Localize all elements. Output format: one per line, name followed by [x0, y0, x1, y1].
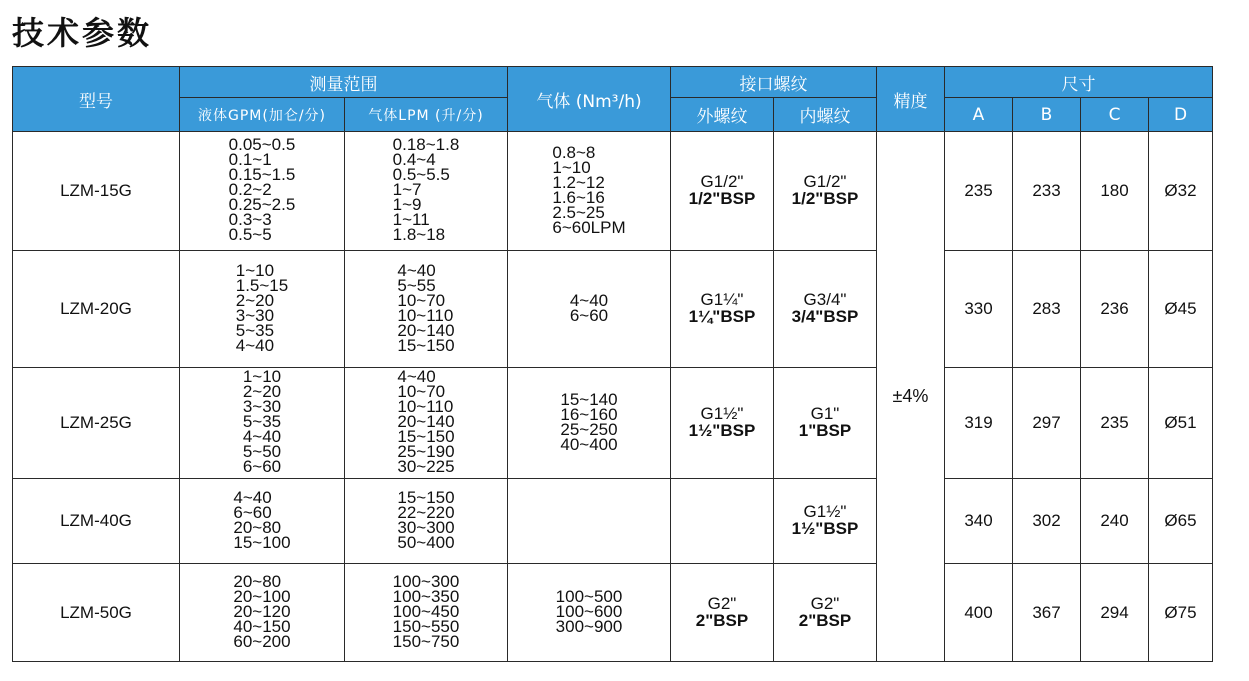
header-model: 型号: [13, 67, 180, 132]
header-range: 测量范围: [180, 67, 508, 98]
value-line: 100~350: [392, 586, 460, 606]
value-line: 10~70: [397, 382, 446, 401]
value-line: 15~150: [397, 335, 455, 355]
value-line: 20~80: [233, 571, 282, 591]
inner-thread-cell: [774, 251, 877, 368]
value-line: 50~400: [397, 532, 455, 552]
value-line: 1~10: [552, 157, 591, 177]
value-line: 30~225: [397, 457, 455, 476]
page-title: 技术参数: [12, 14, 153, 52]
model-cell: LZM-25G: [13, 368, 180, 479]
value-line: 15~100: [233, 532, 291, 552]
liquid-range-cell: [180, 479, 345, 564]
header-size-a: A: [945, 98, 1013, 132]
outer-thread-cell: [671, 251, 774, 368]
value-line: 300~900: [555, 616, 623, 636]
value-line: 1~11: [392, 210, 430, 229]
value-line: 25~250: [560, 419, 618, 439]
header-liquid-gpm: 液体GPM(加仑/分): [180, 98, 345, 132]
size-c-cell: 236: [1081, 251, 1149, 368]
value-line: 0.4~4: [392, 150, 436, 169]
value-line: 4~40: [397, 260, 436, 280]
value-line: 20~80: [233, 517, 282, 537]
value-line: 1¼"BSP: [688, 307, 756, 326]
value-line: G2": [810, 593, 840, 613]
table-row: [13, 564, 1213, 662]
value-line: 5~50: [242, 442, 282, 461]
header-size: 尺寸: [945, 67, 1213, 98]
value-line: 0.2~2: [228, 180, 272, 199]
value-line: 1/2"BSP: [791, 189, 859, 208]
value-line: 25~190: [397, 442, 455, 461]
value-line: 1"BSP: [798, 421, 852, 440]
gas-nm3-range-cell: [508, 132, 671, 251]
value-line: 2~20: [235, 290, 275, 310]
value-line: 10~110: [397, 305, 454, 325]
value-line: 16~160: [560, 404, 618, 424]
header-accuracy: 精度: [877, 67, 945, 132]
size-a-cell: 400: [945, 564, 1013, 662]
header-gas-nm3: 气体 (Nm³/h): [508, 67, 671, 132]
value-line: 2.5~25: [552, 202, 605, 222]
value-line: 4~40: [235, 335, 275, 355]
spec-table: [12, 66, 1213, 662]
liquid-range-cell: [180, 132, 345, 251]
table-row: [13, 251, 1213, 368]
inner-thread-cell: [774, 564, 877, 662]
size-b-cell: 367: [1013, 564, 1081, 662]
value-line: 0.8~8: [552, 142, 596, 162]
value-line: 0.25~2.5: [228, 195, 296, 214]
value-line: 10~70: [397, 290, 446, 310]
gas-lpm-range-cell: [345, 251, 508, 368]
size-b-cell: 283: [1013, 251, 1081, 368]
value-line: 2"BSP: [695, 610, 749, 630]
value-line: 22~220: [397, 502, 455, 522]
value-line: 0.1~1: [228, 150, 272, 169]
gas-nm3-range-cell: [508, 368, 671, 479]
value-line: 6~60: [569, 305, 609, 325]
value-line: G1½": [803, 502, 847, 521]
header-inner-thread: 内螺纹: [774, 98, 877, 132]
value-line: G3/4": [803, 290, 847, 309]
value-line: 15~150: [397, 487, 455, 507]
value-line: 1~7: [392, 180, 422, 199]
gas-nm3-range-cell: [508, 564, 671, 662]
header-size-d: D: [1149, 98, 1213, 132]
value-line: 100~300: [392, 571, 460, 591]
value-line: 1~10: [242, 367, 282, 386]
size-d-cell: Ø32: [1149, 132, 1213, 251]
value-line: 1/2"BSP: [688, 189, 756, 208]
value-line: 1.6~16: [552, 187, 605, 207]
value-line: 150~750: [392, 631, 460, 651]
value-line: 1½"BSP: [791, 519, 859, 538]
value-line: 1~9: [392, 195, 422, 214]
value-line: 60~200: [233, 631, 291, 651]
value-line: 6~60: [233, 502, 272, 522]
size-a-cell: 319: [945, 368, 1013, 479]
header-interface: 接口螺纹: [671, 67, 877, 98]
size-d-cell: Ø75: [1149, 564, 1213, 662]
value-line: G1¼": [700, 290, 744, 309]
inner-thread-cell: [774, 132, 877, 251]
model-cell: LZM-20G: [13, 251, 180, 368]
value-line: 4~40: [397, 367, 436, 386]
outer-thread-cell: [671, 132, 774, 251]
value-line: 1½"BSP: [688, 421, 756, 440]
size-c-cell: 235: [1081, 368, 1149, 479]
value-line: 2~20: [242, 382, 282, 401]
model-cell: LZM-40G: [13, 479, 180, 564]
header-size-b: B: [1013, 98, 1081, 132]
value-line: 3~30: [235, 305, 275, 325]
value-line: 6~60LPM: [552, 217, 626, 237]
size-a-cell: 340: [945, 479, 1013, 564]
size-d-cell: Ø51: [1149, 368, 1213, 479]
inner-thread-cell: [774, 479, 877, 564]
value-line: 1.5~15: [235, 275, 289, 295]
size-a-cell: 330: [945, 251, 1013, 368]
value-line: 2"BSP: [798, 610, 852, 630]
gas-lpm-range-cell: [345, 132, 508, 251]
value-line: 4~40: [233, 487, 272, 507]
value-line: 1~10: [235, 260, 275, 280]
value-line: 3/4"BSP: [791, 307, 859, 326]
size-d-cell: Ø45: [1149, 251, 1213, 368]
liquid-range-cell: [180, 251, 345, 368]
size-a-cell: 235: [945, 132, 1013, 251]
value-line: 3~30: [242, 397, 282, 416]
liquid-range-cell: [180, 368, 345, 479]
outer-thread-cell: [671, 368, 774, 479]
value-line: 0.18~1.8: [392, 135, 460, 154]
size-c-cell: 180: [1081, 132, 1149, 251]
inner-thread-cell: [774, 368, 877, 479]
size-d-cell: Ø65: [1149, 479, 1213, 564]
header-outer-thread: 外螺纹: [671, 98, 774, 132]
value-line: 5~55: [397, 275, 436, 295]
value-line: 5~35: [235, 320, 275, 340]
model-cell: LZM-15G: [13, 132, 180, 251]
value-line: 15~150: [397, 427, 455, 446]
size-c-cell: 240: [1081, 479, 1149, 564]
value-line: 0.3~3: [228, 210, 272, 229]
size-b-cell: 297: [1013, 368, 1081, 479]
value-line: 40~400: [560, 434, 618, 454]
gas-nm3-range-cell: [508, 479, 671, 564]
model-cell: LZM-50G: [13, 564, 180, 662]
value-line: G1½": [700, 404, 744, 423]
table-row: [13, 479, 1213, 564]
value-line: 100~600: [555, 601, 623, 621]
gas-lpm-range-cell: [345, 368, 508, 479]
value-line: 100~450: [392, 601, 460, 621]
value-line: 20~120: [233, 601, 291, 621]
header-gas-lpm: 气体LPM (升/分): [345, 98, 508, 132]
value-line: 0.5~5.5: [392, 165, 450, 184]
value-line: 10~110: [397, 397, 454, 416]
value-line: G1/2": [803, 172, 847, 191]
outer-thread-cell: [671, 479, 774, 564]
value-line: 20~140: [397, 320, 455, 340]
value-line: G1": [810, 404, 840, 423]
size-b-cell: 233: [1013, 132, 1081, 251]
value-line: 4~40: [242, 427, 282, 446]
value-line: G1/2": [700, 172, 744, 191]
gas-lpm-range-cell: [345, 479, 508, 564]
value-line: 20~140: [397, 412, 455, 431]
table-row: [13, 368, 1213, 479]
value-line: G2": [707, 593, 737, 613]
liquid-range-cell: [180, 564, 345, 662]
value-line: 0.05~0.5: [228, 135, 296, 154]
size-c-cell: 294: [1081, 564, 1149, 662]
size-b-cell: 302: [1013, 479, 1081, 564]
value-line: 15~140: [560, 389, 618, 409]
accuracy-cell: ±4%: [877, 132, 945, 662]
gas-nm3-range-cell: [508, 251, 671, 368]
value-line: 100~500: [555, 586, 623, 606]
value-line: 4~40: [569, 290, 609, 310]
outer-thread-cell: [671, 564, 774, 662]
value-line: 1.8~18: [392, 225, 446, 244]
value-line: 150~550: [392, 616, 460, 636]
value-line: 30~300: [397, 517, 455, 537]
value-line: 0.5~5: [228, 225, 272, 244]
value-line: 1.2~12: [552, 172, 605, 192]
value-line: 0.15~1.5: [228, 165, 296, 184]
gas-lpm-range-cell: [345, 564, 508, 662]
value-line: 6~60: [242, 457, 282, 476]
table-row: [13, 132, 1213, 251]
value-line: 20~100: [233, 586, 291, 606]
value-line: 5~35: [242, 412, 282, 431]
header-size-c: C: [1081, 98, 1149, 132]
value-line: 40~150: [233, 616, 291, 636]
